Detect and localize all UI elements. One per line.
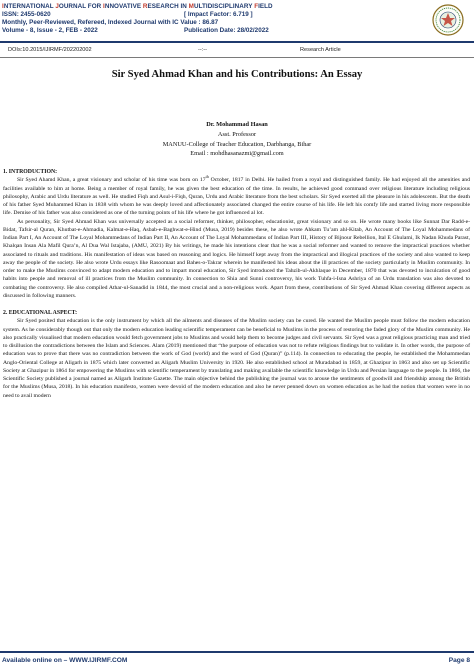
journal-description: Monthly, Peer-Reviewed, Refereed, Indexed Journal with IC Value : 86.87 bbox=[2, 19, 219, 27]
author-block bbox=[0, 120, 474, 159]
paragraph: Sir Syed Ahamd Khan, a great visionary and scholar of his time was born on 17th October, 1817 in Delhi. He hailed from a royal and distinguished family. He had enjoyed all the amenities and facilities available to him at home. Being a member of royal family, he was given the best education of the time. In results, he achieved good command over religious literature including religious philosophy, Arabic and Urdu literature as well. He studied Fiqh and Asul-i-Fiqh, Quran, Urdu and Arabic literature from the best scholars. Sir Syed exerted all the pleasure in his adolescents. But the death of his father Syed Muhammed Khan in 1838 with whom he was deeply loved and affectionately associated changed the entire course of his life. He left his comfy life and started living more responsible life. Demise of his father was also considered as one of the turning points of his life where he got influenced al lot. bbox=[3, 174, 470, 217]
paper-title: Sir Syed Ahmad Khan and his Contributions: An Essay bbox=[111, 69, 363, 80]
article-type: Research Article bbox=[300, 47, 341, 53]
issn: ISSN: 2455-0620 bbox=[2, 11, 51, 19]
journal-title: I NTERNATIONAL J OURNAL FOR I NNOVATIVE R ESEARCH IN M ULTIDISCIPLINARY F IELD bbox=[2, 3, 273, 10]
publication-date: Publication Date: 28/02/2022 bbox=[184, 27, 269, 35]
journal-seal-logo bbox=[432, 4, 464, 36]
header-rule bbox=[0, 41, 474, 43]
doi-rule bbox=[0, 57, 474, 58]
journal-header bbox=[2, 3, 422, 35]
paragraph: Sir Syed posited that education is the only instrument by which all the ailments and diseases of the Muslim society can be cured. He wanted the Muslim people must follow the modern education system. As he considerably though out that only the modern education leading scientific temperament can be beneficial to Muslims in the process of restoring the faded glory of the Muslim community. He also practically visualised that modern education would fetch government jobs to Muslims and would help them to become judges and civil servants. Sir Syed was a great religious practicing man and tried to disillusion the contradictions between the Islam and Sciences. Alam (2019) mentioned that “the purpose of education was not to refute religious findings but to validate it. In other words, the purpose of education was to prove that there was no contradiction between the work of God (world) and the word of God (Quran)” (p.114). In connection to educating the people, he established the Mohammedan Anglo-Oriental College at Aligarh in 1875 which later converted as Aligarh Muslim University in 1920. He also established school at Muradabad in 1859, at Ghazipur in 1863 and also set up Scientific Society at Ghazipur in 1864 for empowering the Muslims with scientific temperament by translating and making available the scientific knowledge in Urdu and Persian language to the people. In 1866, the Scientific Society published a journal named as Aligarh Institute Gazette. The main objective behind the publishing the journal was to arouse the sentiments of goodwill and friendship among the British for the Muslims (Musa, 2018). In his education manifesto, women were devoid of the modern education and also he never penned down on women education as he had the notion that women were in no need to avail modern bbox=[3, 318, 470, 399]
journal-website: Available online on – WWW.IJIRMF.COM bbox=[2, 657, 128, 664]
doi: DOIs:10.2015/IJIRMF/202202002 bbox=[8, 47, 92, 53]
author-affiliation: MANUU-College of Teacher Education, Darbhanga, Bihar bbox=[162, 140, 312, 148]
page-footer bbox=[2, 655, 470, 667]
volume-issue: Volume - 8, Issue - 2, FEB - 2022 bbox=[2, 27, 98, 35]
doi-separator: --:-- bbox=[198, 47, 208, 53]
impact-factor: [ Impact Factor: 6.719 ] bbox=[184, 11, 253, 19]
article-body bbox=[3, 168, 470, 400]
author-position: Asst. Professor bbox=[217, 130, 257, 138]
section-heading-introduction: 1. INTRODUCTION: bbox=[3, 169, 58, 175]
doi-bar bbox=[2, 45, 472, 56]
paragraph: As personality, Sir Syed Ahmad Khan was universally accepted as a social reformer, thinker, philosopher, educationist, great visionary and so on. He wrote many books like Sunnat Dar Radd-e- Bidat, Tafsir-al Quran, Khutbat-e-Ahmadia, Kalmat-e-Haq, Asbab-e-Baghwat-e-Hind (Musa, 2019) besides these, he also wrote Ahkam Tu’am ahl-Kitab, An Account of The Loyal Mohammedans of Indian Part I, An Account of The Loyal Mohammedans of Indian Part II, An Account of The Loyal Mohammedans of Indian Part III, History of Bijnour Rebellion, Ital E Ghulami, Ik Nadan Khuda Parast, Khalqan Insan Ala Mafil Qura’n, Al Dua Wal Istajaba, (AMU, 2021) By his writings, he made his intentions clear that he was a social reformer and wanted to remove the impractical practices whether associated to rituals and traditions. His manifestation of ideas was based on reasoning and logics. He himself kept away from the impractical and illogical practices of the society and also wanted to keep away the people of the society. He also wrote Urdu essays like Rasoomaat and Bahes-o-Takrar wherein he manifested his ideas about the ill practices of the society particularly in Muslim community. In order to make the Muslims convinced to adapt modern education and to impart moral education, Sir Syed introduced the Tahzib-ul-Akhlaque in December, 1870 that was devoted to inculcation of good habits into people and removal of ill practices from the Muslim community. In connection to Shia and Sunni controversy, his work Tuhfa-i-Isna Ashriya of an Urdu translation was also devoted to combating the controversy. He also compiled Athar-ul-Sanadid in 1844, the most crucial and a non-religious work. Apart from these, contributions of Sir Syed Ahmad Khan covering different aspects as discussed in following manners. bbox=[3, 218, 470, 299]
author-name: Dr. Mohammad Hasan bbox=[206, 121, 268, 128]
footer-rule bbox=[0, 651, 474, 653]
page-number: Page 8 bbox=[448, 657, 470, 664]
section-heading-educational-aspect: 2. EDUCATIONAL ASPECT: bbox=[3, 310, 78, 316]
author-email: Email : mohdhasanazmi@gmail.com bbox=[190, 150, 284, 158]
